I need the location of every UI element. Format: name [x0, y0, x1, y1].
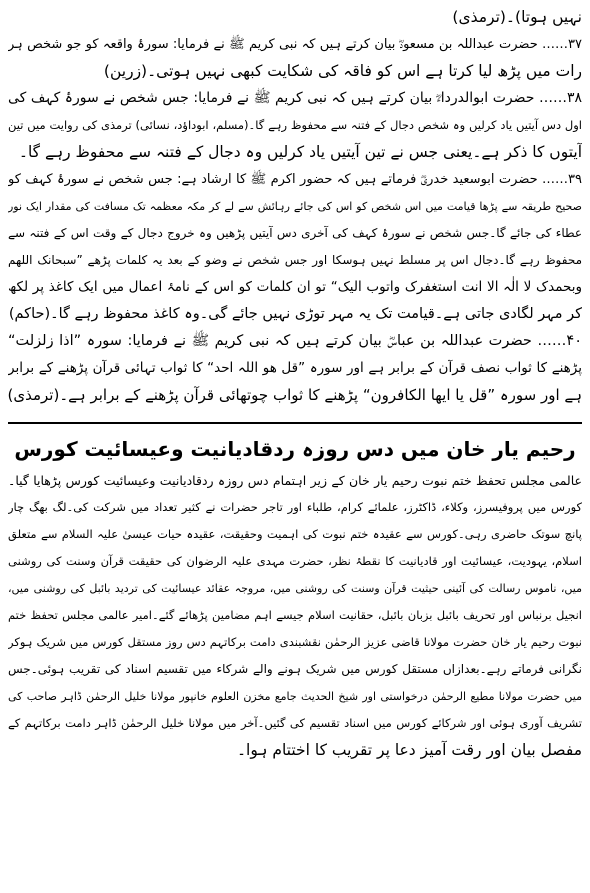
section-divider: [8, 422, 582, 424]
text-line: مفصل بیان اور رقت آمیز دعا پر تقریب کا اختتام ہوا۔: [236, 741, 582, 759]
text-line: ۳۷…… حضرت عبداللہ بن مسعودؓ بیان کرتے ہیں کہ نبی کریم ﷺ نے فرمایا: سورۂ واقعہ کو جو شخص ہر: [8, 37, 582, 52]
text-line: نبوت رحیم یار خان حضرت مولانا قاضی عزیز الرحمٰن نقشبندی دامت برکاتہم دس روز مستقل کورس میں شریک ہوکر: [8, 635, 582, 649]
text-line: محفوظ رہے گا۔دجال اس پر مسلط نہیں ہوسکا اور جس شخص نے وضو کے بعد یہ کلمات پڑھے ”سبحانک اللھم: [8, 253, 582, 267]
text-line: ہے اور سورہ ”قل یا ایھا الکافرون“ پڑھنے کا ثواب چوتھائی قرآن پڑھنے کے برابر ہے۔(ترمذی): [8, 386, 582, 404]
text-line: عالمی مجلس تحفظ ختم نبوت رحیم یار خان کے زیر اہتمام دس روزہ ردقادیانیت وعیسائیت کورس پڑھایا گیا۔: [8, 473, 582, 488]
text-line: ۳۹…… حضرت ابوسعید خدریؓ فرماتے ہیں کہ حضور اکرم ﷺ کا ارشاد ہے: جس شخص نے سورۂ کہف کو: [8, 172, 582, 187]
text-line: صحیح طریقہ سے پڑھا قیامت میں اس شخص کو اس کی جائے رہائش سے لے کر مکہ معظمہ تک مسافت کی مقدار ایک نور: [8, 200, 582, 213]
text-line: وبحمدک لا الٰہ الا انت استغفرک واتوب الیک“ تو ان کلمات کو اس کے نامۂ اعمال میں ایک کاغذ پر لکھ: [8, 279, 582, 295]
text-line: رات میں پڑھ لیا کرتا ہے اس کو فاقہ کی شکایت کبھی نہیں ہوتی۔(زرین): [103, 62, 582, 80]
text-line: میں حضرت مولانا مطیع الرحمٰن درخواستی اور شیخ الحدیث جامع مخزن العلوم خانپور مولانا خلیل الرحمٰن ڈاہر صاحب کی: [8, 690, 582, 703]
text-line: نگرانی فرماتے رہے۔بعدازاں مستقل کورس میں شریک ہونے والے شرکاء میں تقسیم اسناد کی تقریب ہوئی۔جس: [8, 662, 582, 676]
text-line: آیتوں کا ذکر ہے۔یعنی جس نے تین آیتیں یاد کرلیں وہ دجال کے فتنہ سے محفوظ رہے گا۔: [18, 143, 582, 161]
text-line: عطاء کی جائے گا۔جس شخص نے سورۂ کہف کی آخری دس آیتیں پڑھیں وہ خروج دجال کے وقت اس کے فتنہ سے: [8, 226, 582, 240]
text-line: کر مہر لگادی جاتی ہے۔قیامت تک یہ مہر توڑی نہیں جائے گی۔وہ کاغذ محفوظ رہے گا۔(حاکم): [8, 306, 582, 322]
text-line: پڑھنے کا ثواب نصف قرآن کے برابر ہے اور سورہ ”قل ھو اللہ احد“ کا ثواب تہائی قرآن پڑھنے کے برابر: [8, 360, 582, 376]
text-line: کورس میں پروفیسرز، وکلاء، ڈاکٹرز، علمائے کرام، طلباء اور تاجر حضرات نے کثیر تعداد میں شرکت کی۔لگ بھگ چار: [8, 500, 582, 514]
section-title: رحیم یار خان میں دس روزہ ردقادیانیت وعیسائیت کورس: [14, 437, 576, 461]
hadith-section: [8, 4, 582, 409]
text-line: میں، ناموس رسالت کی آئینی حیثیت قرآن وسنت کی روشنی میں، مروجہ عقائد عیسائیت کی تردید بائبل کی روشنی میں،: [8, 582, 582, 595]
text-line: اسلام، یہودیت، عیسائیت اور قادیانیت کا نقطۂ نظر، حضرت مہدی علیہ الرضوان کی حقیقت قرآن وسنت کی روشنی: [8, 554, 582, 568]
text-line: ۳۸…… حضرت ابوالدرداءؓ بیان کرتے ہیں کہ نبی کریم ﷺ نے فرمایا: جس شخص نے سورۂ کہف کی: [8, 90, 582, 106]
text-line: پانچ سوتک حاضری رہی۔کورس سے عقیدہ ختم نبوت کی اہمیت وحقیقت، عقیدہ حیات عیسیٰ علیہ السلام سے متعلق: [8, 527, 582, 541]
text-line: نہیں ہوتا)۔(ترمذی): [452, 8, 582, 26]
text-line: ۴۰…… حضرت عبداللہ بن عباسؓ بیان کرتے ہیں کہ نبی کریم ﷺ نے فرمایا: سورہ ”اذا زلزلت“: [8, 333, 582, 349]
text-line: اول دس آیتیں یاد کرلیں وہ شخص دجال کے فتنہ سے محفوظ رہے گا۔(مسلم، ابوداؤد، نسائی) ترمذی کی روایت میں تین: [8, 118, 582, 132]
course-report-section: [8, 434, 582, 764]
text-line: انجیل برنباس اور تحریف بائبل بزبان بائبل، حقانیت اسلام جیسے اہم مضامین پڑھائے گئے۔امیر عالمی مجلس تحفظ ختم: [8, 608, 582, 622]
text-line: تشریف آوری ہوئی اور شرکائے کورس میں اسناد تقسیم کی گئیں۔آخر میں مولانا خلیل الرحمٰن ڈاہر دامت برکاتہم کے: [8, 716, 582, 730]
